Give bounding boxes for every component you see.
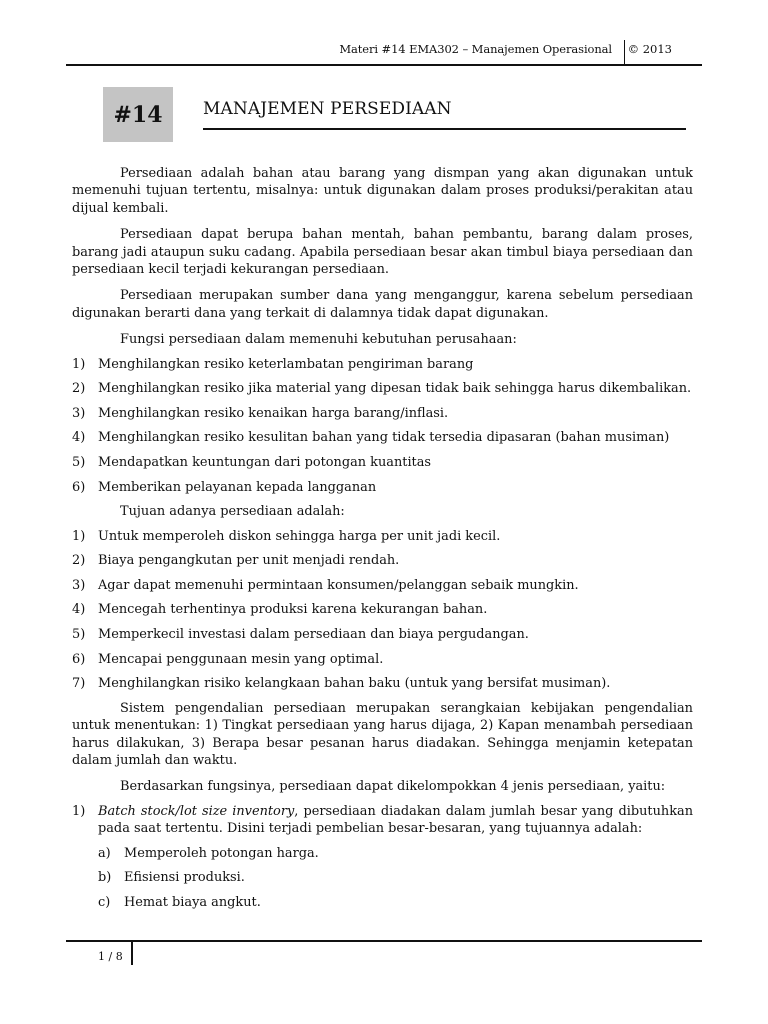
paragraph-types-intro: Berdasarkan fungsinya, persediaan dapat dikelompokkan 4 jenis persediaan, yaitu:	[120, 779, 666, 795]
goals-list	[72, 528, 693, 700]
sub-list-item: b) Efisiensi produksi.	[98, 870, 245, 886]
header-rule	[66, 64, 702, 66]
sub-list-item: a) Memperoleh potongan harga.	[98, 845, 319, 861]
list-item: 3) Agar dapat memenuhi permintaan konsumen/pelanggan sebaik mungkin.	[72, 577, 579, 593]
header-course-title: Materi #14 EMA302 – Manajemen Operasional	[339, 42, 612, 56]
title-rule	[203, 128, 686, 130]
list-item: 1) Untuk memperoleh diskon sehingga harga per unit jadi kecil.	[72, 528, 501, 544]
chapter-title: MANAJEMEN PERSEDIAAN	[203, 99, 452, 119]
page-number: 1 / 8	[98, 950, 123, 963]
batch-stock-term: Batch stock/lot size inventory	[98, 803, 295, 819]
list-item: 2) Menghilangkan resiko jika material yang dipesan tidak baik sehingga harus dikembalikan.	[72, 381, 692, 397]
header-copyright: © 2013	[627, 42, 672, 56]
list-item: 6) Memberikan pelayanan kepada langganan	[72, 479, 377, 495]
list-item: 1) Menghilangkan resiko keterlambatan pengiriman barang	[72, 356, 474, 372]
list-item: 5) Memperkecil investasi dalam persediaan dan biaya pergudangan.	[72, 627, 529, 642]
document-body	[72, 165, 693, 918]
paragraph-idle-funds: Persediaan merupakan sumber dana yang menganggur, karena sebelum persediaan digunakan berarti dana yang terkait di dalamnya tidak dapat digunakan.	[72, 288, 693, 321]
paragraph-functions-intro: Fungsi persediaan dalam memenuhi kebutuhan perusahaan:	[120, 332, 517, 348]
list-item: 7) Menghilangkan risiko kelangkaan bahan baku (untuk yang bersifat musiman).	[72, 676, 611, 692]
chapter-number-box	[103, 87, 173, 142]
list-item: 2) Biaya pengangkutan per unit menjadi rendah.	[72, 553, 400, 569]
paragraph-forms: Persediaan dapat berupa bahan mentah, bahan pembantu, barang dalam proses, barang jadi ataupun suku cadang. Apabila persediaan besar akan timbul biaya persediaan dan persediaan kecil terjadi kekurangan persediaan.	[72, 227, 693, 278]
list-item: 4) Mencegah terhentinya produksi karena kekurangan bahan.	[72, 602, 488, 618]
chapter-number: #14	[113, 101, 163, 128]
paragraph-definition: Persediaan adalah bahan atau barang yang dismpan yang akan digunakan untuk memenuhi tujuan tertentu, misalnya: untuk digunakan dalam proses produksi/perakitan atau dijual kembali.	[72, 166, 693, 216]
sub-list-item: c) Hemat biaya angkut.	[98, 894, 261, 910]
functions-list	[72, 356, 693, 504]
batch-stock-goals-list	[72, 845, 693, 919]
header-divider	[624, 40, 626, 64]
footer-rule	[66, 940, 702, 942]
list-item-batch-stock: 1) Batch stock/lot size inventory, persediaan diadakan dalam jumlah besar yang dibutuhkan pada saat tertentu. Disini terjadi pembelian besar-besaran, yang tujuannya adalah:	[72, 803, 693, 837]
list-item: 3) Menghilangkan resiko kenaikan harga barang/inflasi.	[72, 405, 449, 421]
footer-divider	[131, 940, 133, 965]
list-item: 5) Mendapatkan keuntungan dari potongan kuantitas	[72, 455, 432, 471]
paragraph-control-system: Sistem pengendalian persediaan merupakan serangkaian kebijakan pengendalian untuk menentukan: 1) Tingkat persediaan yang harus dijaga, 2) Kapan menambah persediaan harus dilakukan, 3) Berapa besar pesanan harus diadakan. Sehingga menjamin ketepatan dalam jumlah dan waktu.	[72, 700, 693, 768]
list-item: 6) Mencapai penggunaan mesin yang optimal.	[72, 651, 384, 667]
page-header	[66, 40, 702, 64]
list-item: 4) Menghilangkan resiko kesulitan bahan yang tidak tersedia dipasaran (bahan musiman)	[72, 430, 670, 446]
paragraph-goals-intro: Tujuan adanya persediaan adalah:	[120, 504, 345, 520]
